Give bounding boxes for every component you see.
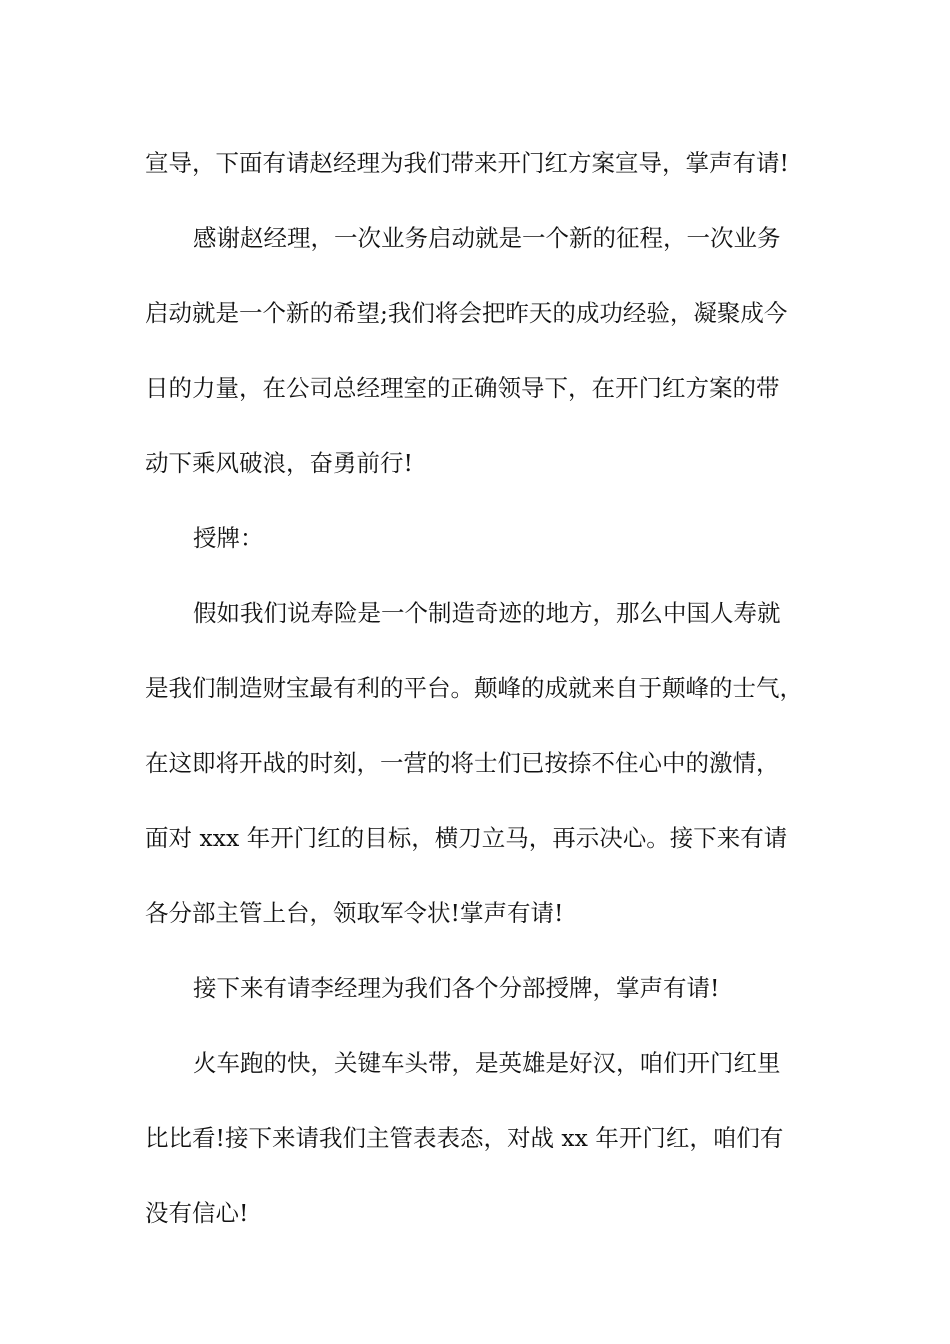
text-line: 启动就是一个新的希望;我们将会把昨天的成功经验，凝聚成今 xyxy=(145,299,788,327)
document-body xyxy=(145,126,815,1251)
text-line: 比比看!接下来请我们主管表表态，对战 xx 年开门红，咱们有 xyxy=(145,1124,784,1152)
text-line: 面对 xxx 年开门红的目标，横刀立马，再示决心。接下来有请 xyxy=(145,824,788,852)
text-line: 是我们制造财宝最有利的平台。颠峰的成就来自于颠峰的士气， xyxy=(145,674,803,702)
paragraph-start-line: 假如我们说寿险是一个制造奇迹的地方，那么中国人寿就 xyxy=(193,599,781,627)
text-line: 宣导，下面有请赵经理为我们带来开门红方案宣导，掌声有请! xyxy=(145,149,789,177)
text-line: 动下乘风破浪，奋勇前行! xyxy=(145,449,413,477)
paragraph-start-line: 感谢赵经理，一次业务启动就是一个新的征程，一次业务 xyxy=(193,224,781,252)
paragraph-start-line: 火车跑的快，关键车头带，是英雄是好汉，咱们开门红里 xyxy=(193,1049,781,1077)
text-line: 日的力量，在公司总经理室的正确领导下，在开门红方案的带 xyxy=(145,374,780,402)
text-line: 在这即将开战的时刻，一营的将士们已按捺不住心中的激情， xyxy=(145,749,780,777)
paragraph-start-line: 接下来有请李经理为我们各个分部授牌，掌声有请! xyxy=(193,974,720,1002)
section-heading: 授牌： xyxy=(193,524,264,552)
text-line: 各分部主管上台，领取军令状!掌声有请! xyxy=(145,899,564,927)
text-line: 没有信心! xyxy=(145,1199,249,1227)
